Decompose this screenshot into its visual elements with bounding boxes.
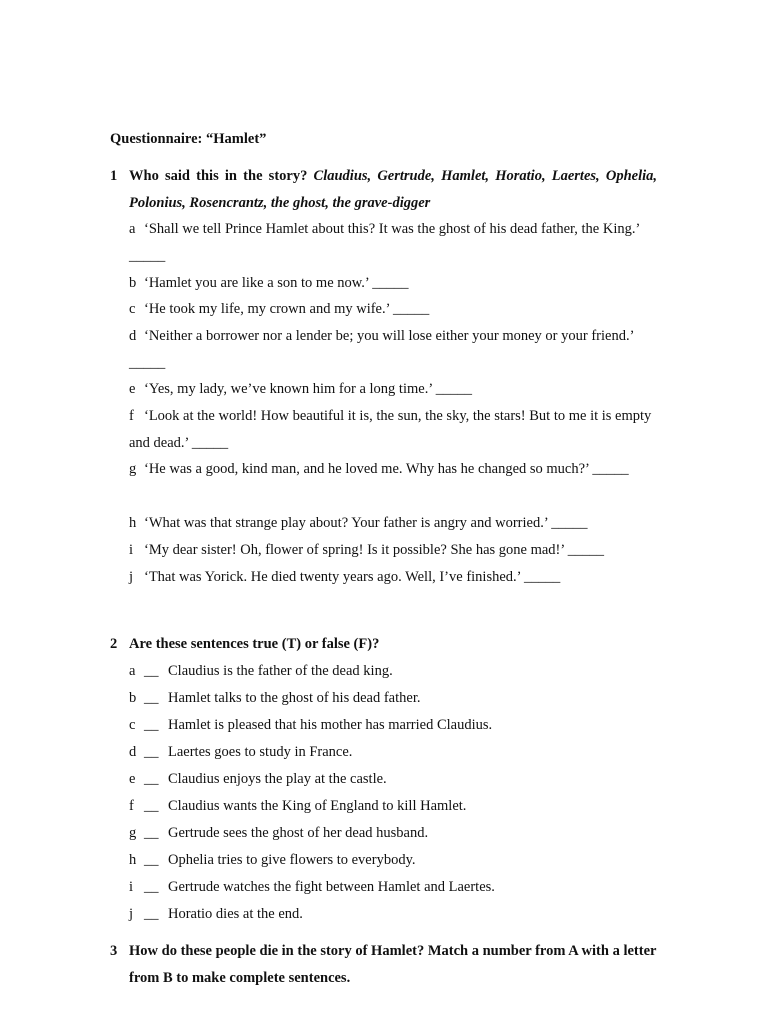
q1-item-text: ‘Yes, my lady, we’ve known him for a long time.’ _____ [144, 381, 472, 397]
page-title: Questionnaire: “Hamlet” [110, 131, 267, 147]
q1-item-letter: h [129, 515, 137, 531]
question-1-names: Claudius, Gertrude, Hamlet, Horatio, Laertes, Ophelia, Polonius, Rosencrantz, the ghost, the grave-digger [129, 168, 657, 211]
q2-item-letter: b [129, 690, 137, 706]
q1-item-letter: j [129, 569, 134, 585]
q1-item-e [129, 376, 657, 403]
q2-item-text: Horatio dies at the end. [168, 906, 303, 922]
q1-item-letter: g [129, 461, 137, 477]
q2-item-b [129, 685, 657, 712]
q2-item-letter: h [129, 852, 137, 868]
q1-item-text: ‘Shall we tell Prince Hamlet about this? It was the ghost of his dead father, the King.’ _____ [129, 221, 640, 264]
q2-item-j [129, 901, 657, 928]
q2-item-text: Claudius wants the King of England to kill Hamlet. [168, 798, 467, 814]
answer-blank: __ [144, 906, 159, 922]
question-2-prompt: Are these sentences true (T) or false (F)? [129, 636, 380, 652]
answer-blank: __ [144, 690, 159, 706]
answer-blank: __ [144, 771, 159, 787]
q2-item-text: Ophelia tries to give flowers to everybody. [168, 852, 416, 868]
q2-item-g [129, 820, 657, 847]
q1-item-letter: b [129, 275, 137, 291]
q2-item-letter: i [129, 879, 134, 895]
question-2-number: 2 [110, 636, 118, 652]
q1-item-g [129, 456, 657, 483]
q1-item-letter: i [129, 542, 134, 558]
q2-item-letter: d [129, 744, 137, 760]
q2-item-d [129, 739, 657, 766]
q2-item-text: Claudius is the father of the dead king. [168, 663, 393, 679]
q2-item-text: Hamlet talks to the ghost of his dead father. [168, 690, 421, 706]
question-1-prompt-text: Who said this in the story? [129, 168, 308, 184]
q1-item-text: ‘He was a good, kind man, and he loved me. Why has he changed so much?’ _____ [144, 461, 629, 477]
answer-blank: __ [144, 825, 159, 841]
q1-item-letter: c [129, 301, 136, 317]
q2-item-i [129, 874, 657, 901]
question-3-number: 3 [110, 943, 118, 959]
answer-blank: __ [144, 717, 159, 733]
answer-blank: __ [144, 852, 159, 868]
q1-item-h [129, 510, 657, 537]
q1-item-text: ‘My dear sister! Oh, flower of spring! Is it possible? She has gone mad!’ _____ [144, 542, 605, 558]
q2-item-letter: a [129, 663, 136, 679]
q1-item-text: ‘What was that strange play about? Your father is angry and worried.’ _____ [144, 515, 588, 531]
q2-item-h [129, 847, 657, 874]
question-3-prompt: How do these people die in the story of Hamlet? Match a number from A with a letter from B to make complete sentences. [129, 943, 657, 986]
question-1-number: 1 [110, 168, 118, 184]
q1-item-text: ‘Neither a borrower nor a lender be; you will lose either your money or your friend.’ _____ [129, 328, 634, 371]
q1-item-text: ‘That was Yorick. He died twenty years ago. Well, I’ve finished.’ _____ [144, 569, 561, 585]
q2-item-letter: c [129, 717, 136, 733]
q1-item-i [129, 537, 657, 564]
answer-blank: __ [144, 879, 159, 895]
q2-item-a [129, 658, 657, 685]
q1-item-b [129, 270, 657, 297]
q1-item-f [129, 403, 657, 456]
q1-item-letter: d [129, 328, 137, 344]
q2-item-text: Gertrude sees the ghost of her dead husband. [168, 825, 429, 841]
q2-item-f [129, 793, 657, 820]
q2-item-text: Gertrude watches the fight between Hamlet and Laertes. [168, 879, 495, 895]
q1-item-letter: e [129, 381, 136, 397]
q2-item-e [129, 766, 657, 793]
q1-item-text: ‘Look at the world! How beautiful it is, the sun, the sky, the stars! But to me it is empty and dead.’ _____ [129, 408, 652, 451]
q1-item-c [129, 296, 657, 323]
answer-blank: __ [144, 663, 159, 679]
q1-item-j [129, 564, 657, 591]
q2-item-letter: f [129, 798, 134, 814]
q1-item-a [129, 216, 657, 269]
answer-blank: __ [144, 744, 159, 760]
answer-blank: __ [144, 798, 159, 814]
question-1-prompt [129, 163, 657, 216]
q2-item-letter: g [129, 825, 137, 841]
q1-item-text: ‘Hamlet you are like a son to me now.’ _____ [144, 275, 409, 291]
q2-item-text: Laertes goes to study in France. [168, 744, 353, 760]
q2-item-letter: e [129, 771, 136, 787]
q1-item-letter: f [129, 408, 134, 424]
q2-item-c [129, 712, 657, 739]
q1-item-text: ‘He took my life, my crown and my wife.’ _____ [144, 301, 430, 317]
q1-item-letter: a [129, 221, 136, 237]
q1-item-d [129, 323, 657, 376]
q2-item-text: Hamlet is pleased that his mother has married Claudius. [168, 717, 493, 733]
q2-item-text: Claudius enjoys the play at the castle. [168, 771, 387, 787]
q2-item-letter: j [129, 906, 134, 922]
